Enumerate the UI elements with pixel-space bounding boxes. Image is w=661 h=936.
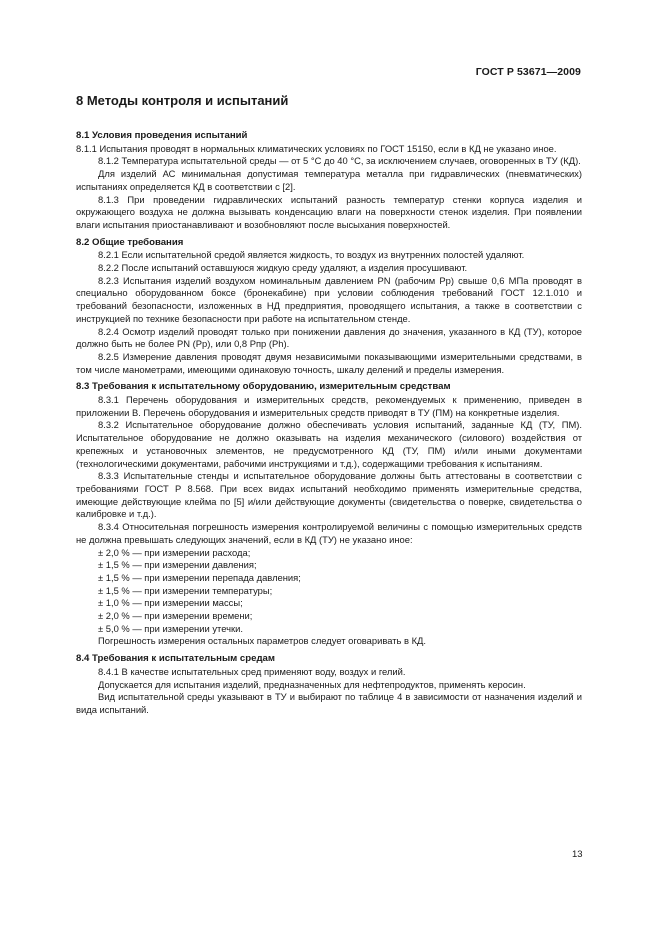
- list-item: ± 1,5 % — при измерении давления;: [98, 559, 257, 571]
- paragraph: 8.2.2 После испытаний оставшуюся жидкую среду удаляют, а изделия просушивают.: [98, 262, 468, 274]
- section-content: [76, 130, 582, 717]
- subsection-heading: 8.2 Общие требования: [76, 236, 184, 248]
- paragraph: 8.2.3 Испытания изделий воздухом номинальным давлением PN (рабочим Pр) свыше 0,6 МПа проводят в специально оборудованном боксе (бронекабине) при условии соблюдения требований ГОСТ 12.1.010 и требований безопасности, изложенных в НД предприятия, проводящего испытания, а также в соответствии с инструкцией по технике безопасности при работе на испытательном стенде.: [76, 274, 582, 324]
- paragraph: Для изделий АС минимальная допустимая температура металла при гидравлических (пневматических) испытаниях определяется КД в соответствии с [2].: [76, 168, 582, 192]
- list-item: ± 2,0 % — при измерении времени;: [98, 610, 253, 622]
- paragraph: Допускается для испытания изделий, предназначенных для нефтепродуктов, применять керосин.: [98, 678, 526, 690]
- paragraph: 8.3.1 Перечень оборудования и измерительных средств, рекомендуемых к применению, приведен в приложении В. Перечень оборудования и измерительных средств приводят в ТУ (ПМ) на конкретные изделия.: [76, 394, 582, 418]
- paragraph: 8.1.1 Испытания проводят в нормальных климатических условиях по ГОСТ 15150, если в КД не указано иное.: [76, 142, 557, 154]
- paragraph: 8.4.1 В качестве испытательных сред применяют воду, воздух и гелий.: [98, 665, 406, 677]
- paragraph: Погрешность измерения остальных параметров следует оговаривать в КД.: [98, 635, 427, 647]
- section-title: 8 Методы контроля и испытаний: [76, 93, 289, 108]
- paragraph: 8.1.2 Температура испытательной среды — от 5 °С до 40 °С, за исключением случаев, оговоренных в ТУ (КД).: [98, 155, 581, 167]
- paragraph: 8.1.3 При проведении гидравлических испытаний разность температур стенки корпуса изделия и окружающего воздуха не должна вызывать конденсацию влаги на поверхности стенок изделия. При появлении влаги испытания приостанавливают и возобновляют после высыхания поверхностей.: [76, 193, 582, 230]
- list-item: ± 5,0 % — при измерении утечки.: [98, 622, 243, 634]
- list-item: ± 1,5 % — при измерении температуры;: [98, 584, 273, 596]
- page-number: 13: [572, 849, 583, 860]
- standard-header: ГОСТ Р 53671—2009: [475, 66, 581, 78]
- list-item: ± 1,0 % — при измерении массы;: [98, 597, 243, 609]
- paragraph: 8.3.3 Испытательные стенды и испытательное оборудование должны быть аттестованы в соответствии с требованиями ГОСТ Р 8.568. При всех видах испытаний необходимо применять измерительные средства, имеющие действующие клейма по [5] и/или действующие документы (свидетельства о поверке, свидетельства о калибровке и т.д.).: [76, 470, 582, 520]
- subsection-heading: 8.3 Требования к испытательному оборудованию, измерительным средствам: [76, 381, 451, 393]
- paragraph: 8.3.2 Испытательное оборудование должно обеспечивать условия испытаний, заданные КД (ТУ, ПМ). Испытательное оборудование не должно оказывать на изделия механического (силового) воздействия от крепежных и установочных элементов, не предусмотренного КД (ТУ, ПМ) и/или иными документами (технологическими документами, рабочими инструкциями и т.д.), содержащими требования к испытаниям.: [76, 419, 582, 469]
- paragraph: Вид испытательной среды указывают в ТУ и выбирают по таблице 4 в зависимости от назначения изделий и вида испытаний.: [76, 691, 582, 715]
- list-item: ± 1,5 % — при измерении перепада давления;: [98, 571, 301, 583]
- paragraph: 8.2.1 Если испытательной средой является жидкость, то воздух из внутренних полостей удаляют.: [98, 249, 525, 261]
- paragraph: 8.2.5 Измерение давления проводят двумя независимыми показывающими измерительными средствами, в том числе манометрами, имеющими одинаковую точность, шкалу делений и пределы измерения.: [76, 350, 582, 375]
- subsection-heading: 8.1 Условия проведения испытаний: [76, 130, 248, 141]
- paragraph: 8.3.4 Относительная погрешность измерения контролируемой величины с помощью измерительных средств не должна превышать следующих значений, если в КД (ТУ) не указано иное:: [76, 521, 582, 545]
- list-item: ± 2,0 % — при измерении расхода;: [98, 546, 251, 558]
- paragraph: 8.2.4 Осмотр изделий проводят только при понижении давления до значения, указанного в КД (ТУ), которое должно быть не более PN (Pр), или 0,8 Pпр (Ph).: [76, 325, 582, 350]
- subsection-heading: 8.4 Требования к испытательным средам: [76, 653, 275, 665]
